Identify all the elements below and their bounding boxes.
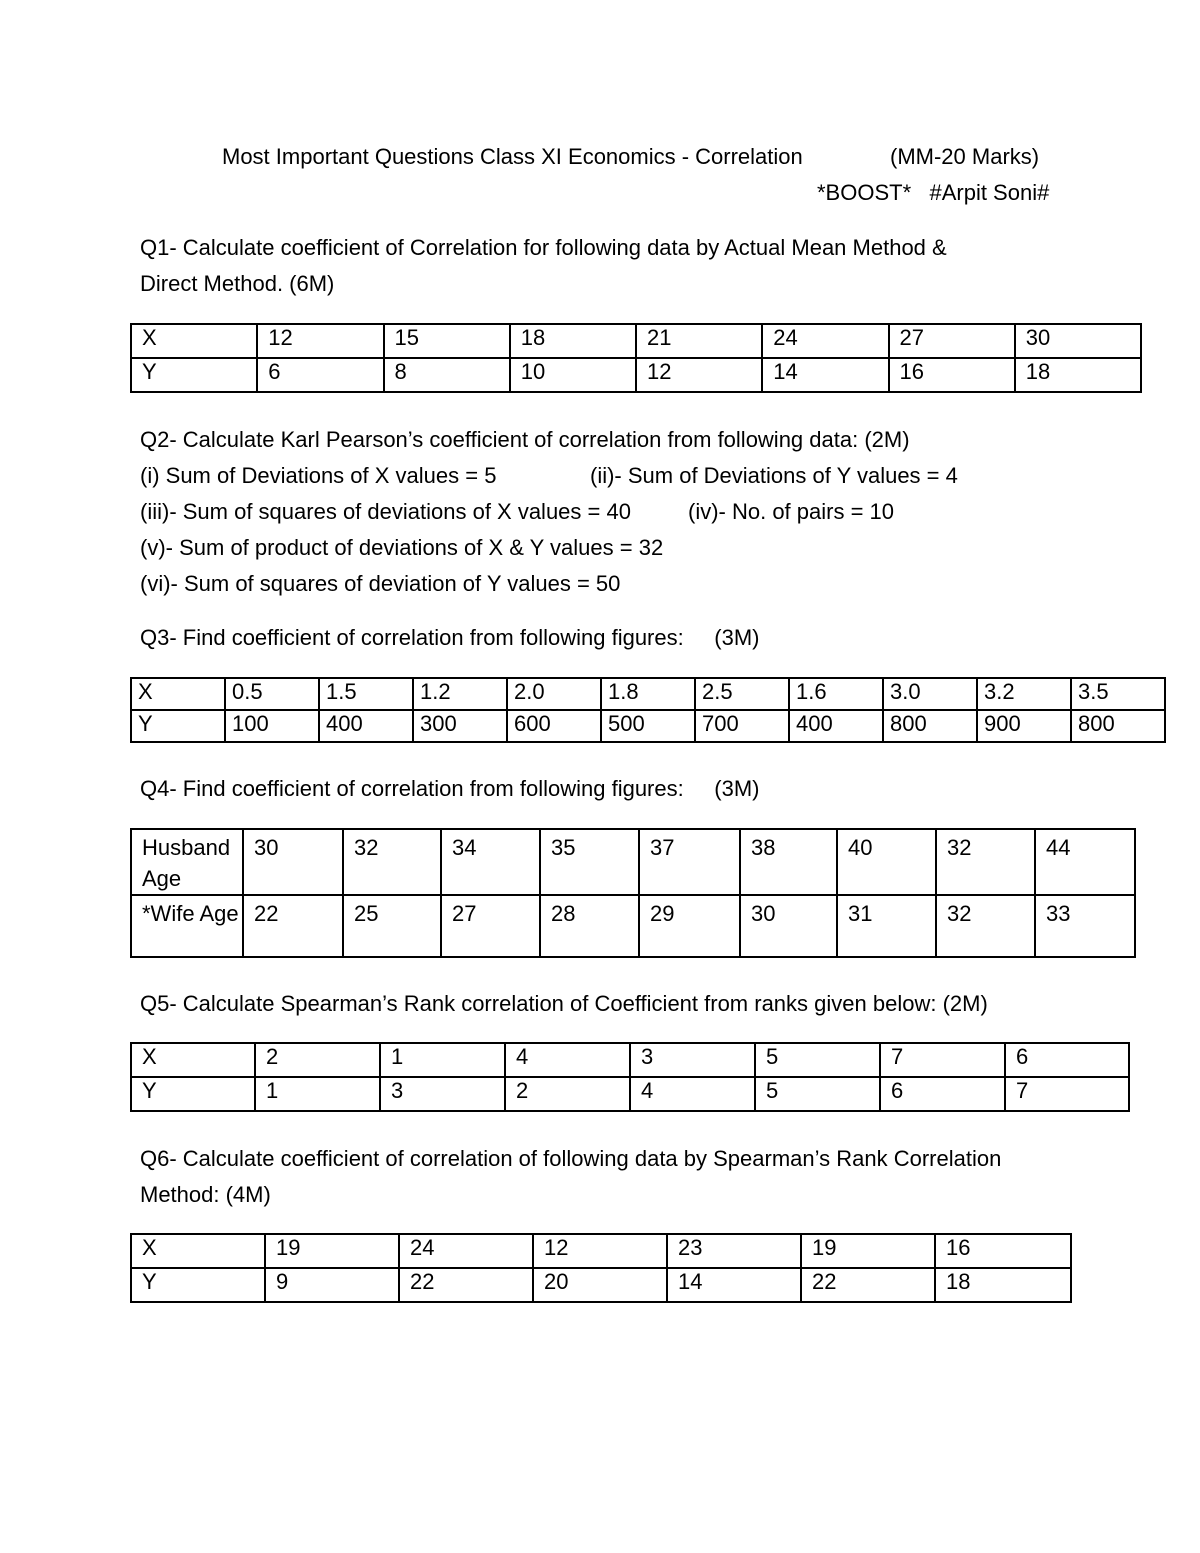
table-row-header: Y	[131, 710, 225, 742]
table-cell: 8	[384, 358, 510, 392]
table-cell: 4	[505, 1043, 630, 1077]
table-row-header: Y	[131, 1077, 255, 1111]
table-cell: 6	[1005, 1043, 1129, 1077]
table-cell: 100	[225, 710, 319, 742]
table-row	[131, 1077, 1129, 1111]
table-cell: 2	[255, 1043, 380, 1077]
table-cell: 18	[935, 1268, 1071, 1302]
table-cell: 6	[880, 1077, 1005, 1111]
table-cell: 800	[1071, 710, 1165, 742]
table-cell: 32	[936, 829, 1035, 895]
document-title: Most Important Questions Class XI Economics - Correlation	[222, 144, 803, 169]
table-row	[131, 1043, 1129, 1077]
q2-item-vi: (vi)- Sum of squares of deviation of Y values = 50	[140, 571, 621, 596]
table-cell: 15	[384, 324, 510, 358]
table-cell: 19	[265, 1234, 399, 1268]
table-cell: 5	[755, 1043, 880, 1077]
q5-heading: Q5- Calculate Spearman’s Rank correlation of Coefficient from ranks given below: (2M)	[140, 991, 988, 1016]
table-row-header: Y	[131, 1268, 265, 1302]
table-row-header: X	[131, 324, 257, 358]
table-row-header: Y	[131, 358, 257, 392]
table-cell: 1.5	[319, 678, 413, 710]
table-row	[131, 1268, 1071, 1302]
q6-text-line-1: Q6- Calculate coefficient of correlation of following data by Spearman’s Rank Correlation	[140, 1146, 1002, 1171]
table-cell: 3.5	[1071, 678, 1165, 710]
table-cell: 30	[243, 829, 343, 895]
table-cell: 300	[413, 710, 507, 742]
table-row	[131, 678, 1165, 710]
q1-data-table	[130, 323, 1142, 393]
table-cell: 18	[1015, 358, 1141, 392]
table-row	[131, 324, 1141, 358]
max-marks: (MM-20 Marks)	[890, 144, 1040, 169]
table-cell: 19	[801, 1234, 935, 1268]
table-cell: 22	[243, 895, 343, 957]
table-cell: 24	[399, 1234, 533, 1268]
author-tagline: *BOOST* #Arpit Soni#	[817, 180, 1050, 205]
table-row	[131, 895, 1135, 957]
table-cell: 33	[1035, 895, 1135, 957]
table-cell: 21	[636, 324, 762, 358]
q2-item-v: (v)- Sum of product of deviations of X & Y values = 32	[140, 535, 664, 560]
q4-data-table	[130, 828, 1136, 958]
table-cell: 37	[639, 829, 740, 895]
table-cell: 900	[977, 710, 1071, 742]
table-cell: 3	[630, 1043, 755, 1077]
q6-data-table	[130, 1233, 1072, 1303]
table-cell: 34	[441, 829, 540, 895]
table-row-header: *Wife Age	[131, 895, 243, 957]
table-cell: 28	[540, 895, 639, 957]
table-row	[131, 710, 1165, 742]
q2-item-iii: (iii)- Sum of squares of deviations of X values = 40	[140, 499, 631, 524]
table-cell: 4	[630, 1077, 755, 1111]
table-cell: 600	[507, 710, 601, 742]
q2-item-iv: (iv)- No. of pairs = 10	[688, 499, 895, 524]
table-cell: 30	[1015, 324, 1141, 358]
table-cell: 2.0	[507, 678, 601, 710]
table-cell: 5	[755, 1077, 880, 1111]
table-cell: 44	[1035, 829, 1135, 895]
q1-text-line-2: Direct Method. (6M)	[140, 271, 335, 296]
table-cell: 32	[936, 895, 1035, 957]
table-cell: 9	[265, 1268, 399, 1302]
table-cell: 29	[639, 895, 740, 957]
table-cell: 3.0	[883, 678, 977, 710]
table-cell: 22	[399, 1268, 533, 1302]
table-cell: 14	[762, 358, 888, 392]
table-cell: 2.5	[695, 678, 789, 710]
table-row-header: Husband Age	[131, 829, 243, 895]
q5-data-table	[130, 1042, 1130, 1112]
q2-item-i: (i) Sum of Deviations of X values = 5	[140, 463, 497, 488]
table-cell: 500	[601, 710, 695, 742]
table-cell: 1.2	[413, 678, 507, 710]
table-cell: 1.8	[601, 678, 695, 710]
q4-heading: Q4- Find coefficient of correlation from following figures: (3M)	[140, 776, 760, 801]
table-cell: 38	[740, 829, 837, 895]
table-cell: 27	[889, 324, 1015, 358]
table-cell: 18	[510, 324, 636, 358]
q6-text-line-2: Method: (4M)	[140, 1182, 271, 1207]
table-cell: 30	[740, 895, 837, 957]
q1-text-line-1: Q1- Calculate coefficient of Correlation for following data by Actual Mean Method &	[140, 235, 947, 260]
table-cell: 22	[801, 1268, 935, 1302]
q3-heading: Q3- Find coefficient of correlation from following figures: (3M)	[140, 625, 760, 650]
table-row	[131, 1234, 1071, 1268]
table-cell: 16	[889, 358, 1015, 392]
table-cell: 32	[343, 829, 441, 895]
table-row	[131, 829, 1135, 895]
table-cell: 16	[935, 1234, 1071, 1268]
table-cell: 20	[533, 1268, 667, 1302]
table-cell: 31	[837, 895, 936, 957]
table-cell: 1.6	[789, 678, 883, 710]
table-cell: 7	[880, 1043, 1005, 1077]
table-cell: 25	[343, 895, 441, 957]
table-cell: 24	[762, 324, 888, 358]
table-cell: 400	[789, 710, 883, 742]
q2-item-ii: (ii)- Sum of Deviations of Y values = 4	[590, 463, 958, 488]
table-cell: 27	[441, 895, 540, 957]
table-cell: 800	[883, 710, 977, 742]
table-cell: 700	[695, 710, 789, 742]
table-cell: 10	[510, 358, 636, 392]
table-cell: 40	[837, 829, 936, 895]
table-cell: 12	[636, 358, 762, 392]
table-cell: 14	[667, 1268, 801, 1302]
table-cell: 0.5	[225, 678, 319, 710]
table-row-header: X	[131, 1043, 255, 1077]
q2-heading: Q2- Calculate Karl Pearson’s coefficient of correlation from following data: (2M)	[140, 427, 910, 452]
table-cell: 6	[257, 358, 383, 392]
table-cell: 2	[505, 1077, 630, 1111]
table-cell: 3	[380, 1077, 505, 1111]
table-cell: 23	[667, 1234, 801, 1268]
table-row-header: X	[131, 678, 225, 710]
table-cell: 3.2	[977, 678, 1071, 710]
table-row	[131, 358, 1141, 392]
table-cell: 400	[319, 710, 413, 742]
table-cell: 1	[380, 1043, 505, 1077]
table-cell: 1	[255, 1077, 380, 1111]
table-cell: 12	[257, 324, 383, 358]
table-row-header: X	[131, 1234, 265, 1268]
table-cell: 7	[1005, 1077, 1129, 1111]
q3-data-table	[130, 677, 1166, 743]
table-cell: 12	[533, 1234, 667, 1268]
table-cell: 35	[540, 829, 639, 895]
